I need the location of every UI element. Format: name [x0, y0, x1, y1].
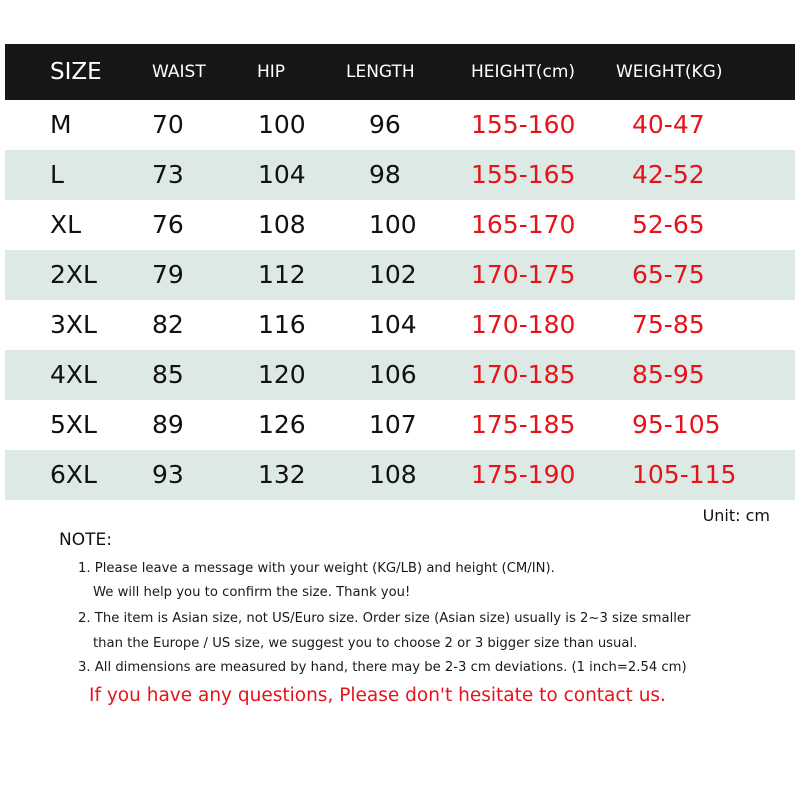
- cell-weight: 75-85: [632, 310, 705, 339]
- note-2-continued: than the Europe / US size, we suggest you to choose 2 or 3 bigger size than usual.: [93, 636, 638, 651]
- table-row: [5, 400, 795, 450]
- cell-weight: 52-65: [632, 210, 705, 239]
- table-header: [5, 44, 795, 100]
- cell-length: 96: [369, 110, 401, 139]
- cell-waist: 82: [152, 310, 184, 339]
- cell-hip: 104: [258, 160, 306, 189]
- note-2: 2. The item is Asian size, not US/Euro size. Order size (Asian size) usually is 2~3 size smaller: [78, 611, 691, 626]
- cell-length: 108: [369, 460, 417, 489]
- cell-waist: 89: [152, 410, 184, 439]
- cell-size: 2XL: [50, 260, 97, 289]
- header-size: SIZE: [50, 59, 102, 85]
- cell-weight: 105-115: [632, 460, 737, 489]
- cell-length: 104: [369, 310, 417, 339]
- header-waist: WAIST: [152, 62, 206, 82]
- cell-size: 4XL: [50, 360, 97, 389]
- cell-hip: 112: [258, 260, 306, 289]
- note-1-continued: We will help you to confirm the size. Thank you!: [93, 585, 411, 600]
- cell-weight: 40-47: [632, 110, 705, 139]
- cell-length: 100: [369, 210, 417, 239]
- cell-weight: 42-52: [632, 160, 705, 189]
- size-chart: [5, 44, 795, 500]
- cell-hip: 132: [258, 460, 306, 489]
- cell-height: 170-175: [471, 260, 576, 289]
- cell-waist: 73: [152, 160, 184, 189]
- cell-waist: 76: [152, 210, 184, 239]
- table-row: [5, 200, 795, 250]
- cell-height: 170-185: [471, 360, 576, 389]
- note-3: 3. All dimensions are measured by hand, there may be 2-3 cm deviations. (1 inch=2.54 cm): [78, 660, 687, 675]
- cell-height: 165-170: [471, 210, 576, 239]
- contact-message: If you have any questions, Please don't hesitate to contact us.: [89, 685, 666, 706]
- table-row: [5, 100, 795, 150]
- table-row: [5, 250, 795, 300]
- cell-height: 155-165: [471, 160, 576, 189]
- cell-weight: 95-105: [632, 410, 721, 439]
- cell-height: 170-180: [471, 310, 576, 339]
- cell-length: 98: [369, 160, 401, 189]
- table-row: [5, 350, 795, 400]
- cell-height: 175-190: [471, 460, 576, 489]
- cell-length: 106: [369, 360, 417, 389]
- header-height: HEIGHT(cm): [471, 62, 576, 82]
- note-title: NOTE:: [59, 530, 112, 550]
- cell-hip: 126: [258, 410, 306, 439]
- cell-size: M: [50, 110, 72, 139]
- cell-length: 107: [369, 410, 417, 439]
- cell-weight: 65-75: [632, 260, 705, 289]
- cell-waist: 93: [152, 460, 184, 489]
- cell-hip: 108: [258, 210, 306, 239]
- header-weight: WEIGHT(KG): [616, 62, 723, 82]
- cell-height: 155-160: [471, 110, 576, 139]
- cell-hip: 100: [258, 110, 306, 139]
- cell-length: 102: [369, 260, 417, 289]
- cell-size: 3XL: [50, 310, 97, 339]
- cell-size: L: [50, 160, 64, 189]
- cell-waist: 79: [152, 260, 184, 289]
- table-row: [5, 150, 795, 200]
- cell-waist: 85: [152, 360, 184, 389]
- cell-size: 6XL: [50, 460, 97, 489]
- cell-hip: 120: [258, 360, 306, 389]
- header-length: LENGTH: [346, 62, 415, 82]
- note-1: 1. Please leave a message with your weight (KG/LB) and height (CM/IN).: [78, 561, 555, 576]
- cell-size: 5XL: [50, 410, 97, 439]
- cell-weight: 85-95: [632, 360, 705, 389]
- table-row: [5, 300, 795, 350]
- cell-hip: 116: [258, 310, 306, 339]
- cell-waist: 70: [152, 110, 184, 139]
- header-hip: HIP: [257, 62, 286, 82]
- table-row: [5, 450, 795, 500]
- cell-size: XL: [50, 210, 82, 239]
- cell-height: 175-185: [471, 410, 576, 439]
- unit-label: Unit: cm: [702, 506, 770, 525]
